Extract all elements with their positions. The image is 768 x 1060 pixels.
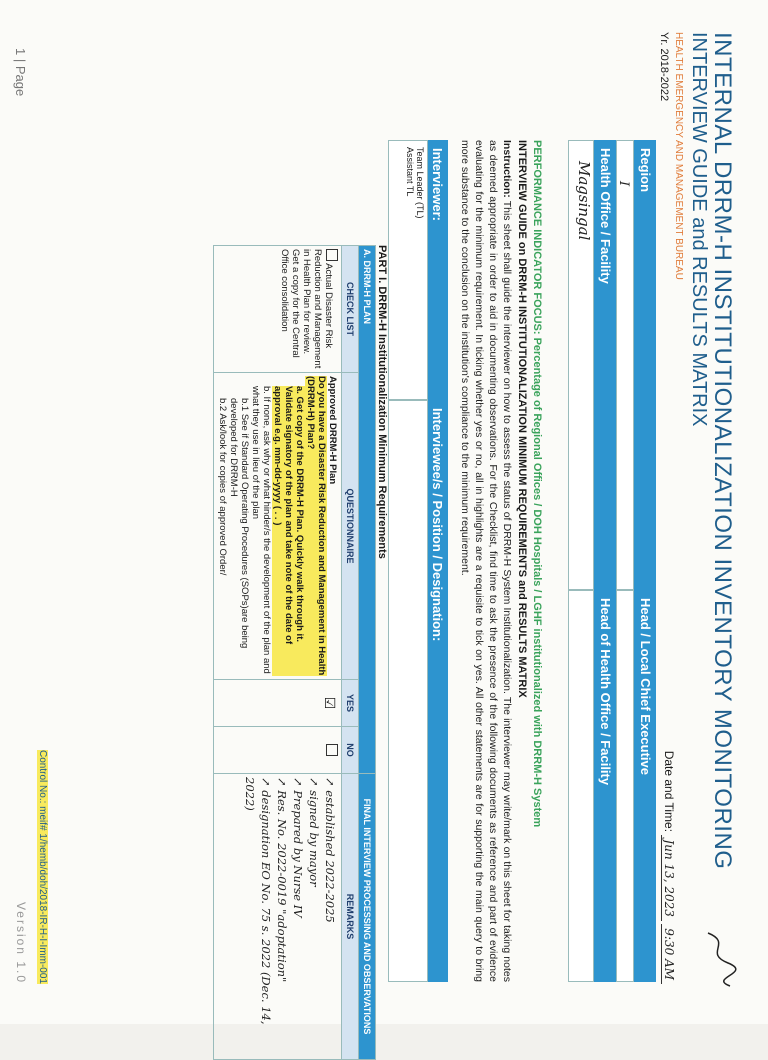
- date-time: [662, 751, 676, 984]
- question-main: Do you have a Disaster Risk Reduction and Management in Health (DRRM-H) Plan?: [305, 376, 327, 676]
- date-label: Date and Time:: [662, 750, 676, 833]
- interviewee-header: Interviewee/s / Position / Designation:: [428, 400, 448, 982]
- checklist-table: [213, 245, 376, 1060]
- final-header: FINAL INTERVIEW PROCESSING AND OBSERVATIONS: [359, 774, 376, 1060]
- region-field[interactable]: [616, 140, 634, 590]
- remark-line: ↗ Prepared by Nurse IV: [291, 777, 305, 918]
- checklist-cell: [214, 246, 342, 373]
- head-local-header: Head / Local Chief Executive: [634, 590, 656, 982]
- question-heading: Approved DRRM-H Plan: [327, 376, 338, 485]
- time-value: 9:30 AM: [661, 924, 676, 984]
- question-b2: b.2 Ask/look for copies of approved Order/: [217, 398, 228, 576]
- bureau-name: HEALTH EMERGENCY AND MANAGEMENT BUREAU: [673, 32, 684, 280]
- checklist-item: Actual Disaster Risk Reduction and Management in Health Plan for review. Get a copy for the Central Office consolidation: [279, 249, 334, 369]
- remark-line: ↗ signed by mayor: [307, 777, 321, 887]
- instruction-text: [458, 140, 514, 982]
- question-a: a. Get copy of the DRRM-H Plan. Quickly walk through it. Validate signatory of the plan and take note of the date of approval e.g. mm-dd-yyyy ( . . ): [272, 386, 305, 676]
- col-remarks: REMARKS: [342, 774, 359, 1060]
- health-office-value: Magsingal: [575, 161, 593, 241]
- assistant-tl: Assistant TL: [405, 147, 415, 197]
- yes-checkbox[interactable]: ☑: [322, 696, 338, 710]
- head-local-field[interactable]: [616, 590, 634, 982]
- team-leader: Team Leader (TL): [415, 147, 425, 219]
- checklist-checkbox[interactable]: [326, 249, 338, 261]
- date-value: Jun 13, 2023: [661, 835, 676, 921]
- part-title: PART I. DRRM-H Institutionalization Minimum Requirements: [376, 245, 388, 559]
- head-health-field[interactable]: [568, 590, 594, 982]
- control-number-text: Control No.: meif# 1/hemb/doh/2018-IR-H-I-Imm-001: [37, 750, 48, 984]
- remark-line: ↗ Res. No. 2022-0019 "adoptation": [275, 777, 289, 983]
- page-number: 1 | Page: [13, 48, 28, 97]
- document-subtitle: INTERVIEW GUIDE and RESULTS MATRIX: [688, 32, 710, 427]
- questionnaire-cell: [214, 373, 342, 680]
- instruction-label: Instruction:: [501, 140, 513, 198]
- yes-cell[interactable]: [214, 680, 342, 727]
- table-row: [214, 246, 342, 1060]
- control-number: [37, 750, 48, 984]
- no-checkbox[interactable]: [326, 744, 338, 756]
- region-header: Region: [634, 140, 656, 590]
- col-questionnaire: QUESTIONNAIRE: [342, 373, 359, 680]
- col-checklist: CHECK LIST: [342, 246, 359, 373]
- section-header: A. DRRM-H PLAN: [359, 246, 376, 774]
- region-value: I: [616, 181, 631, 187]
- remark-line: ↗ established 2022-2025: [323, 777, 337, 923]
- interviewer-header: Interviewer:: [428, 140, 448, 400]
- remark-line: ↗ designation EO No. 75 s. 2022 (Dec. 14, 2022): [243, 777, 273, 1025]
- interviewee-field[interactable]: [388, 400, 428, 982]
- col-no: NO: [342, 727, 359, 774]
- team-list: [388, 140, 428, 400]
- question-b1: b.1 See if Standard Operating Procedures (SOPs)are being developed for DRRM-H: [228, 398, 250, 649]
- interview-guide-title: INTERVIEW GUIDE on DRRM-H INSTITUTIONALIZATION MINIMUM REQUIREMENTS and RESULTS MATRIX: [516, 140, 528, 698]
- document-title: INTERNAL DRRM-H INSTITUTIONALIZATION INVENTORY MONITORING: [709, 32, 736, 870]
- col-yes: YES: [342, 680, 359, 727]
- health-office-header: Health Office / Facility: [594, 140, 616, 590]
- instruction-body: This sheet shall guide the interviewer on how to assess the status of DRRM-H System Institutionalization. The interviewer may write/mark on this sheet for taking notes as deemed appropriate in order to aid in documenting observations. For the Checklist, find time to ask the presence of the following documents as reference and part of evidence evaluating for the minimum requirement. In ticking whether yes or no, all in highlights are a requisite to tick on yes. All other statements are for supporting the main query to bring more substance to the conclusion on the institution's compliance to the minimum requirement.: [459, 140, 513, 982]
- health-office-field[interactable]: [568, 140, 594, 590]
- performance-indicator: PERFORMANCE INDICATOR FOCUS: Percentage of Regional Offices / DOH Hospitals / LGHF institutionalized with DRRM-H System: [531, 140, 543, 828]
- signature-mark: [698, 928, 738, 988]
- head-health-header: Head of Health Office / Facility: [594, 590, 616, 982]
- year-range: Yr. 2018-2022: [658, 32, 670, 102]
- version-label: Version 1.0: [14, 901, 28, 984]
- no-cell[interactable]: [214, 727, 342, 774]
- question-b: b. If none, ask why or what hinder/s the development of the plan and what they use in lieu of the plan: [250, 386, 272, 674]
- remarks-cell[interactable]: [214, 774, 342, 1060]
